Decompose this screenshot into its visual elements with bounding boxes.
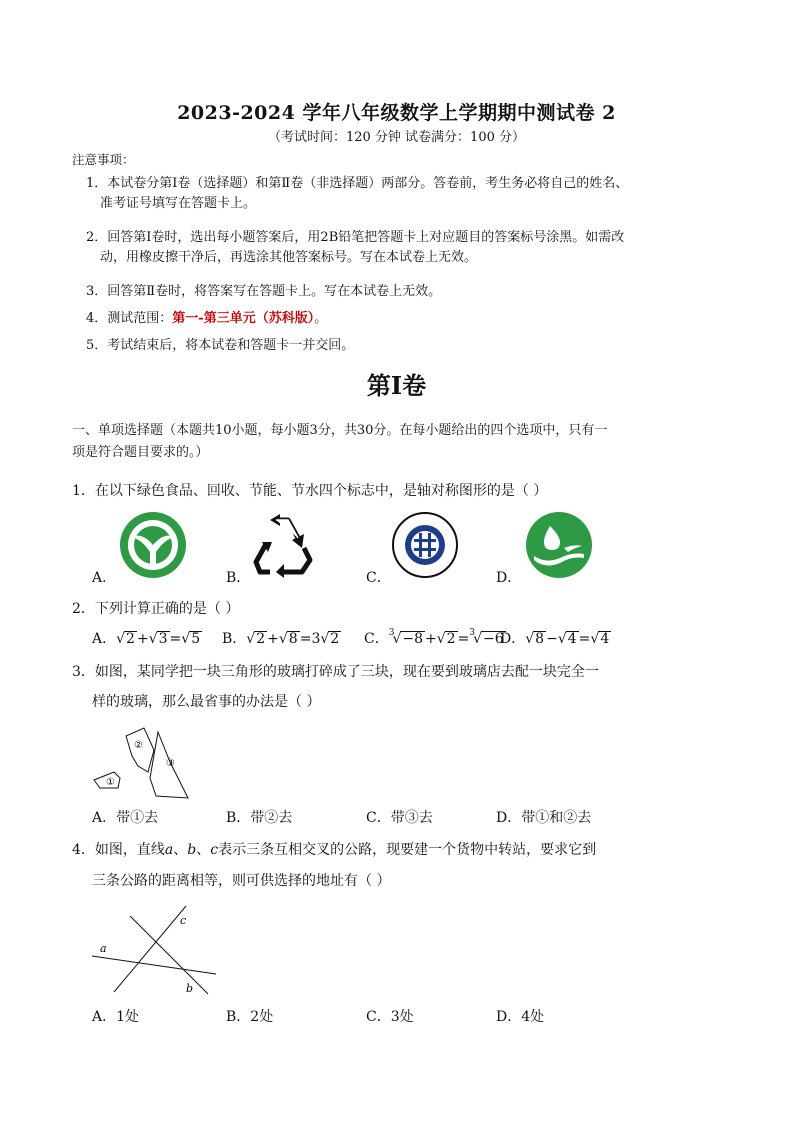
- radicand: 2: [330, 631, 340, 647]
- separator: 、: [196, 842, 211, 858]
- note-num: 3．: [86, 284, 108, 299]
- note-item-1: [86, 174, 726, 214]
- piece-1-label: ①: [106, 777, 115, 788]
- note-item-2: [86, 228, 726, 268]
- test-scope: 第一-第三单元（苏科版）: [172, 311, 315, 326]
- operator: +: [425, 631, 437, 647]
- radicand: 5: [191, 631, 201, 647]
- q1-option-d[interactable]: D．: [496, 570, 522, 586]
- question-2: 2．下列计算正确的是（ ）: [72, 601, 240, 617]
- q3-option-a[interactable]: A．带①去: [92, 810, 159, 826]
- q4-option-a[interactable]: A．1处: [92, 1009, 140, 1025]
- note-num: 5．: [86, 338, 108, 353]
- radicand: 3: [158, 631, 168, 647]
- question-text: 表示三条互相交叉的公路，现要建一个货物中转站，要求它到: [218, 842, 597, 858]
- line-c: [114, 906, 186, 992]
- q1-option-c[interactable]: C．: [366, 570, 391, 586]
- q3-option-b[interactable]: B．带②去: [226, 810, 293, 826]
- section-title: 第Ⅰ卷: [366, 371, 427, 400]
- radicand: 8: [535, 631, 545, 647]
- q3-option-c[interactable]: C．带③去: [366, 810, 433, 826]
- radicand: 4: [567, 631, 577, 647]
- note-text: 回答第Ⅱ卷时，将答案写在答题卡上。写在本试卷上无效。: [107, 284, 442, 299]
- piece-2-label: ②: [134, 740, 143, 751]
- notes-heading: 注意事项：: [72, 152, 135, 167]
- label-c: c: [180, 914, 187, 927]
- question-4: [72, 839, 596, 859]
- note-num: 1．: [86, 176, 108, 191]
- page-title: 2023-2024 学年八年级数学上学期期中测试卷 2: [177, 102, 616, 124]
- var-b: b: [187, 842, 197, 858]
- separator: 、: [173, 842, 188, 858]
- question-line: 3．如图，某同学把一块三角形的玻璃打碎成了三块，现在要到玻璃店去配一块完全一: [72, 664, 599, 680]
- q2-option-d[interactable]: D．√8 −√4 =√4: [500, 631, 610, 647]
- radicand: 2: [256, 631, 266, 647]
- equals: =: [299, 631, 312, 647]
- var-c: c: [210, 842, 219, 858]
- label-a: a: [100, 942, 107, 955]
- part-line: 项是符合题目要求的。）: [72, 445, 209, 460]
- coefficient: 3: [311, 631, 321, 647]
- part-one-instructions: [72, 420, 712, 464]
- note-text: 动，用橡皮擦干净后，再选涂其他答案标号。写在本试卷上无效。: [100, 250, 478, 265]
- equals: =: [578, 631, 591, 647]
- radicand: −8: [402, 631, 424, 647]
- note-text: 考试结束后，将本试卷和答题卡一并交回。: [107, 338, 355, 353]
- exam-info: （考试时间：120 分钟 试卷满分：100 分）: [267, 130, 526, 145]
- question-4-cont: 三条公路的距离相等，则可供选择的地址有（ ）: [92, 873, 391, 889]
- energy-saving-logo-icon: [390, 511, 460, 579]
- recycle-logo-icon: [252, 512, 320, 578]
- water-saving-logo-icon: [524, 512, 594, 578]
- note-text: 。: [314, 311, 328, 326]
- option-label: D．: [500, 631, 526, 647]
- radicand: 2: [446, 631, 456, 647]
- question-text: 4．如图，直线: [72, 842, 165, 858]
- green-food-logo-icon: [118, 512, 188, 578]
- root-index: 3: [388, 628, 395, 638]
- note-text: 回答第Ⅰ卷时，选出每小题答案后，用2B铅笔把答题卡上对应题目的答案标号涂黑。如需改: [107, 230, 625, 245]
- option-label: B．: [222, 631, 247, 647]
- line-a: [92, 956, 216, 974]
- part-line: 一、单项选择题（本题共10小题，每小题3分，共30分。在每小题给出的四个选项中，只有一: [72, 423, 608, 438]
- equals: =: [169, 631, 182, 647]
- intersecting-lines-figure: [90, 900, 220, 1000]
- q4-option-c[interactable]: C．3处: [366, 1009, 414, 1025]
- note-item-3: [86, 282, 726, 302]
- note-num: 2．: [86, 230, 108, 245]
- radicand: 4: [600, 631, 610, 647]
- note-item-4: [86, 309, 726, 329]
- label-b: b: [186, 982, 194, 995]
- q3-option-d[interactable]: D．带①和②去: [496, 810, 592, 826]
- q1-option-b[interactable]: B．: [226, 570, 251, 586]
- question-3-cont: 样的玻璃，那么最省事的办法是（ ）: [92, 694, 321, 710]
- q4-option-b[interactable]: B．2处: [226, 1009, 274, 1025]
- q4-option-d[interactable]: D．4处: [496, 1009, 545, 1025]
- q2-option-c[interactable]: C．$^3$√−8 +√2 =$^3$√−6: [364, 628, 504, 647]
- operator: +: [136, 631, 149, 647]
- question-1: 1．在以下绿色食品、回收、节能、节水四个标志中，是轴对称图形的是（ ）: [72, 483, 548, 499]
- operator: −: [546, 631, 558, 647]
- note-text: 本试卷分第Ⅰ卷（选择题）和第Ⅱ卷（非选择题）两部分。答卷前，考生务必将自己的姓名、: [107, 176, 629, 191]
- radicand: 2: [126, 631, 135, 647]
- radicand: 8: [288, 631, 298, 647]
- q1-option-a[interactable]: A．: [92, 570, 117, 586]
- equals: =: [457, 631, 470, 647]
- q2-option-a[interactable]: A．√2 +√3 =√5: [92, 631, 201, 647]
- option-label: A．: [92, 631, 117, 647]
- operator: +: [267, 631, 279, 647]
- root-index: 3: [469, 628, 476, 638]
- q2-option-b[interactable]: B．√2 +√8 =3√2: [222, 631, 340, 647]
- note-text: 准考证号填写在答题卡上。: [100, 196, 257, 211]
- option-label: C．: [364, 631, 389, 647]
- line-b: [130, 916, 208, 994]
- piece-3-label: ③: [166, 758, 175, 769]
- radicand: −6: [482, 631, 504, 647]
- note-text: 测试范围：: [107, 311, 173, 326]
- question-3: [72, 661, 599, 681]
- broken-glass-figure: [92, 722, 192, 804]
- note-item-5: [86, 336, 726, 356]
- var-a: a: [164, 842, 174, 858]
- note-num: 4．: [86, 311, 108, 326]
